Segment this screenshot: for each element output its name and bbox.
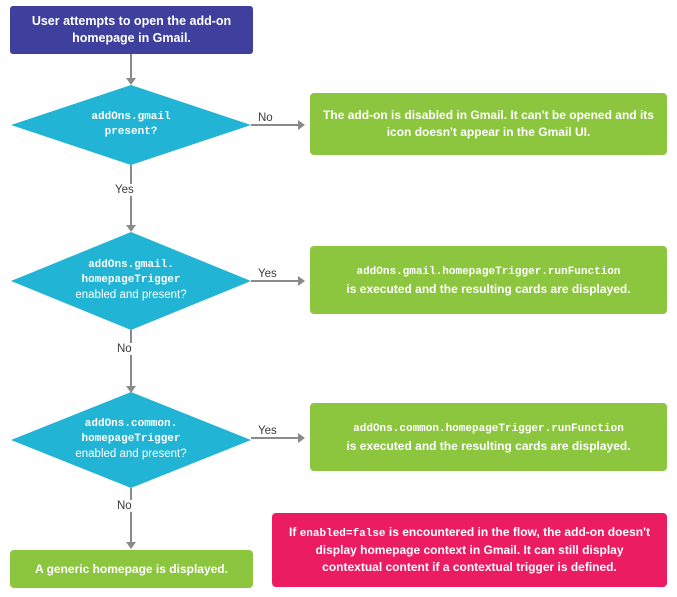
arrowhead-result2 <box>298 276 305 286</box>
connector-decision1-no <box>251 124 299 126</box>
decision-common-homepagetrigger-code2: homepageTrigger <box>81 433 181 446</box>
result-generic-homepage-label: A generic homepage is displayed. <box>35 561 228 576</box>
connector-start-to-decision1 <box>130 54 132 80</box>
result-gmail-runfunction-text: is executed and the resulting cards are displayed. <box>346 281 631 296</box>
decision-common-homepagetrigger-code1: addOns.common. <box>84 418 178 431</box>
decision-gmail-present-label <box>37 110 224 140</box>
note-code: enabled=false <box>299 528 386 540</box>
result-generic-homepage <box>10 550 253 588</box>
start-node <box>10 6 253 54</box>
decision-gmail-homepagetrigger-code2: homepageTrigger <box>81 274 181 287</box>
result-common-runfunction-code: addOns.common.homepageTrigger.runFunction <box>353 423 624 436</box>
connector-decision3-yes <box>251 437 299 439</box>
result-gmail-runfunction-label <box>346 262 630 297</box>
start-node-label: User attempts to open the add-on homepage in Gmail. <box>31 14 232 45</box>
decision-gmail-homepagetrigger-text: enabled and present? <box>75 289 187 302</box>
edge-label-decision1-yes: Yes <box>115 184 134 196</box>
decision-common-homepagetrigger <box>11 392 251 488</box>
connector-decision3-no <box>130 488 132 544</box>
edge-label-decision2-yes: Yes <box>258 268 277 280</box>
result-gmail-runfunction <box>310 246 667 314</box>
result-common-runfunction-text: is executed and the resulting cards are displayed. <box>346 438 631 453</box>
decision-gmail-present <box>11 85 251 165</box>
arrowhead-decision1 <box>126 78 136 85</box>
edge-label-decision3-no: No <box>117 500 132 512</box>
arrowhead-result3 <box>298 433 305 443</box>
result-addon-disabled-label: The add-on is disabled in Gmail. It can't be opened and its icon doesn't appear in the Gmail UI. <box>323 108 654 139</box>
note-prefix: If <box>289 525 300 539</box>
note-enabled-false-label <box>284 524 655 576</box>
decision-gmail-present-text: present? <box>104 126 158 138</box>
result-addon-disabled <box>310 93 667 155</box>
result-common-runfunction <box>310 403 667 471</box>
decision-gmail-homepagetrigger-code1: addOns.gmail. <box>88 259 174 272</box>
arrowhead-result4 <box>126 542 136 549</box>
edge-label-decision1-no: No <box>258 112 273 124</box>
edge-label-decision3-yes: Yes <box>258 425 277 437</box>
decision-common-homepagetrigger-label <box>37 417 224 462</box>
decision-gmail-present-code: addOns.gmail <box>91 111 171 124</box>
connector-decision1-yes <box>130 165 132 227</box>
connector-decision2-no <box>130 330 132 388</box>
edge-label-decision2-no: No <box>117 343 132 355</box>
decision-gmail-homepagetrigger <box>11 232 251 330</box>
decision-common-homepagetrigger-text: enabled and present? <box>75 448 187 461</box>
result-common-runfunction-label <box>346 419 630 454</box>
decision-gmail-homepagetrigger-label <box>37 258 224 303</box>
arrowhead-decision2 <box>126 225 136 232</box>
connector-decision2-yes <box>251 280 299 282</box>
note-text: is encountered in the flow, the add-on doesn't display homepage context in Gmail. It can still display contextual content if a contextual trigger is defined. <box>315 525 650 575</box>
note-enabled-false <box>272 513 667 587</box>
result-gmail-runfunction-code: addOns.gmail.homepageTrigger.runFunction <box>356 266 621 279</box>
arrowhead-result1 <box>298 120 305 130</box>
